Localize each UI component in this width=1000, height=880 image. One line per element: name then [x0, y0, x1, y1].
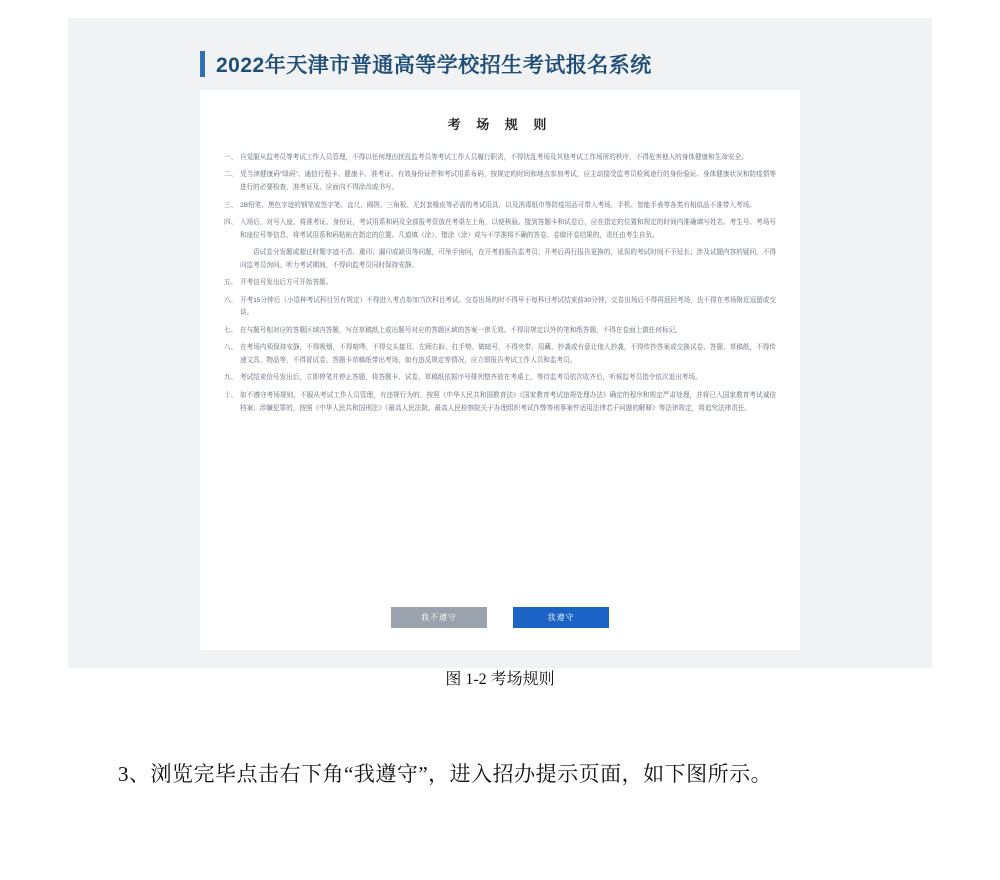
rule-number: 十、 — [224, 391, 238, 399]
rule-item — [224, 169, 776, 195]
rule-number: 六、 — [224, 296, 238, 304]
rule-text: 入场后，对号入座，将准考证、身份证，考试用系和码及全部报考资放在考桌左上角，以便核验。接到答题卡和试卷后，应在指定的位置和规定的时间内准确填写姓名、考生号、考场号和座位号等信息，将考试用系和码粘贴在指定的位置。几道填（涂）、错涂（涂）或与不学准将不确的答卷、卷做评卷结果的，责任由考生自负。 — [240, 218, 776, 239]
rule-text: 2B铅笔、黑色字迹的钢笔或签字笔、直尺、圆规、三角板、无封套橡皮等必需的考试用具，以及消毒纸巾等防疫用品可带入考场，手机、智能手表等各类有相似品不准带入考场。 — [240, 201, 756, 209]
rule-item — [224, 325, 776, 338]
rule-text: 自觉服从监考员等考试工作人员管理，不得以任何理由扰乱监考员等考试工作人员履行职责，不得扰乱考场及其他考试工作场所的秩序，不得危害他人的身体健康和生命安全。 — [240, 154, 748, 161]
rules-card — [200, 90, 800, 650]
figure-caption: 图 1-2 考场规则 — [445, 671, 555, 688]
rule-item — [224, 342, 776, 368]
rule-text: 开考信号发出后方可开始答题。 — [240, 279, 333, 287]
accept-button[interactable]: 我遵守 — [513, 607, 609, 628]
rule-number: 一、 — [224, 154, 238, 161]
rule-item — [224, 372, 776, 385]
rule-text: 考试结束信号发出后，立即停笔并停止答题，将答题卡、试卷、草稿纸依据序号排列整齐放在考桌上，等待监考员依次收齐后，听候监考员指令依次退出考场。 — [240, 374, 702, 382]
rules-list — [224, 152, 776, 602]
rule-number: 三、 — [224, 201, 238, 209]
rule-item — [224, 390, 776, 416]
app-title: 2022年天津市普通高等学校招生考试报名系统 — [216, 54, 652, 77]
rule-text: 如不遵守考场规则，不服从考试工作人员管理，有违规行为的，按照《中华人民共和国教育法》《国家教育考试违规处理办法》确定的程序和规定严肃处理，并将已入国家教育考试诚信档案；涉嫌犯罪的，按照《中华人民共和国刑法》《最高人民法院、最高人民检察院关于办理组织考试作弊等刑事案件适用法律若干问题的解释》等法律规定，将追究法律责任。 — [240, 391, 776, 412]
rule-item — [224, 200, 776, 213]
exam-system-screenshot — [68, 18, 932, 668]
rule-item — [224, 217, 776, 243]
paragraph-text: 3、浏览完毕点击右下角“我遵守”，进入招办提示页面，如下图所示。 — [118, 762, 773, 786]
rule-number: 九、 — [224, 374, 238, 382]
rule-number: 五、 — [224, 279, 238, 287]
rule-item — [224, 295, 776, 321]
header-accent-bar — [200, 51, 205, 77]
rules-card-title: 考 场 规 则 — [447, 117, 553, 132]
decline-button[interactable]: 我不遵守 — [391, 607, 487, 628]
app-header — [200, 44, 800, 84]
rule-subparagraph: 语试卷分发题或超过时题字迹不清、重印、漏印或缺页等问题，可举手询问，在开考前报告监考员；开考后再行报告更换的，延误的考试时间不予延长；涉及试题内容的疑问，不得向监考员询问。听力考试期间，不得向监考员同时保持安静。 — [240, 249, 776, 269]
rule-number: 四、 — [224, 218, 238, 226]
rule-number: 八、 — [224, 344, 238, 352]
rule-text: 开考15分钟后（小语种考试科目另有规定）不得进入考点参加当次科目考试。交卷出场的时不得早于每科目考试结束前30分钟，交卷出场后不得再返回考场，也不得在考场附近逗留或交谈。 — [240, 296, 776, 317]
rule-text: 在考场内须保持安静，不得吸烟，不得喧哗，不得交头接耳、左顾右盼、打手势、做暗号，不得夹带、用藏、抄袭或有意让他人抄袭，不得传抄答案或交换试卷、答题、草稿纸，不得传递文具、物品等，不得冒试卷、答题卡草稿纸带出考场，如有违反规定等情况，应立即报告考试工作人员和监考员。 — [240, 344, 776, 364]
rule-number: 二、 — [224, 171, 238, 179]
rule-number: 七、 — [224, 326, 238, 334]
document-paragraph — [76, 748, 932, 800]
figure-screenshot — [68, 18, 932, 668]
rule-item — [224, 277, 776, 290]
rule-text: 凭当津健康码"绿码"、通信行程卡、健康卡、准考证、有效身份证件和考试用系布码，按规定的时间和地点参加考试，应主动接受监考员检阅途行的身份验证、身体健康状况和防疫情等进行的必要检查，准考证及、应面向不得涂改或书写。 — [240, 171, 776, 192]
action-buttons — [200, 607, 800, 628]
rule-item — [224, 152, 776, 165]
rule-text: 在与题号相对应的答题区域内答题，写在草稿纸上或出题号对应的答题区域的答案一律无效。不得用规定以外的笔和纸答题，不得在卷面上做任何标记。 — [240, 326, 682, 334]
